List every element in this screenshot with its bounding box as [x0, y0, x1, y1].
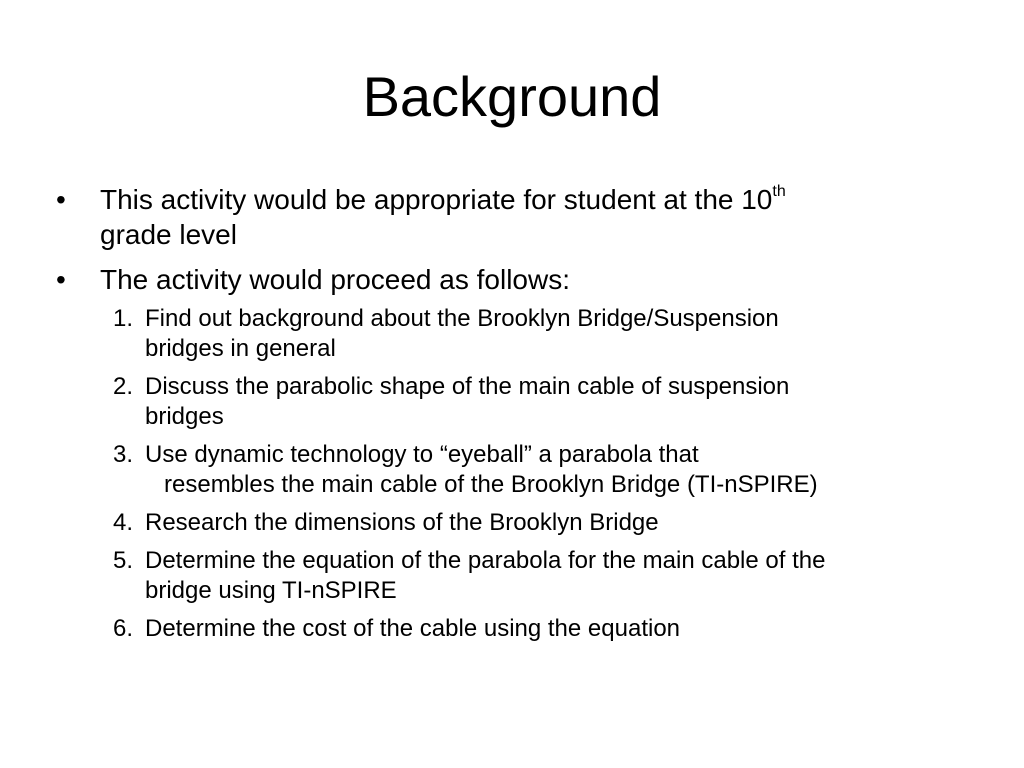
step-text-continuation: bridge using TI-nSPIRE — [145, 577, 397, 604]
step-item — [56, 304, 976, 364]
ordinal-superscript: th — [772, 183, 786, 200]
step-text-continuation: bridges — [145, 403, 224, 430]
bullet-text: The activity would proceed as follows: — [100, 264, 570, 295]
slide-title: Background — [362, 65, 662, 128]
bullet-item-procedure — [56, 262, 976, 297]
step-text-continuation: resembles the main cable of the Brooklyn Bridge (TI-nSPIRE) — [164, 471, 818, 498]
step-text: Discuss the parabolic shape of the main cable of suspension — [145, 373, 790, 400]
numbered-step-list — [56, 304, 976, 644]
step-number: 4. — [113, 509, 134, 536]
step-number: 5. — [113, 547, 134, 574]
step-text: Determine the cost of the cable using the equation — [145, 615, 681, 642]
step-text-continuation: bridges in general — [145, 335, 336, 362]
bullet-item-grade-level — [56, 182, 976, 252]
slide-content — [56, 182, 976, 652]
step-number: 6. — [113, 615, 134, 642]
step-number: 2. — [113, 373, 134, 400]
bullet-marker: • — [56, 264, 66, 295]
step-text: Find out background about the Brooklyn Bridge/Suspension — [145, 305, 779, 332]
step-item — [56, 508, 976, 538]
step-number: 3. — [113, 441, 134, 468]
step-item — [56, 546, 976, 606]
step-item — [56, 614, 976, 644]
bullet-text-continuation: grade level — [100, 219, 237, 250]
step-item — [56, 372, 976, 432]
step-number: 1. — [113, 305, 134, 332]
bullet-text: This activity would be appropriate for student at the 10 — [100, 184, 773, 215]
step-text: Determine the equation of the parabola for the main cable of the — [145, 547, 826, 574]
step-text: Research the dimensions of the Brooklyn Bridge — [145, 509, 659, 536]
step-text: Use dynamic technology to “eyeball” a parabola that — [145, 441, 699, 468]
bullet-marker: • — [56, 184, 66, 215]
step-item — [56, 440, 976, 500]
